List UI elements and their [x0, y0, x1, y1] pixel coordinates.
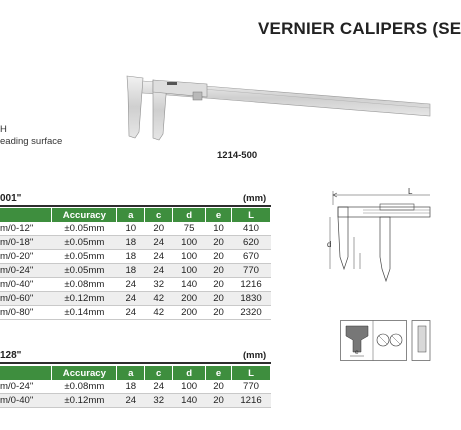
cell-c: 24: [145, 264, 173, 278]
unit-label: (mm): [243, 193, 267, 204]
col-header-range: [0, 208, 52, 222]
cell-l: 1830: [232, 292, 271, 306]
cell-l: 670: [232, 250, 271, 264]
cell-e: 20: [206, 380, 232, 394]
cell-a: 24: [117, 278, 145, 292]
cell-l: 620: [232, 236, 271, 250]
cell-a: 24: [117, 394, 145, 408]
dimension-drawing: [318, 185, 430, 295]
table-row: [0, 380, 271, 394]
cell-c: 42: [145, 306, 173, 320]
cell-e: 10: [206, 222, 232, 236]
cell-d: 140: [173, 394, 206, 408]
cell-d: 200: [173, 306, 206, 320]
cell-range: m/0-60": [0, 292, 52, 306]
section-rule: [0, 362, 271, 364]
col-header-l: L: [232, 366, 271, 380]
col-header-range: [0, 366, 52, 380]
cell-a: 18: [117, 380, 145, 394]
spec-table-1: [0, 208, 271, 320]
section-drawing: [340, 320, 430, 365]
table-row: [0, 222, 271, 236]
table-row: [0, 278, 271, 292]
cell-a: 18: [117, 250, 145, 264]
cell-a: 24: [117, 292, 145, 306]
section-title: 128": [0, 350, 22, 361]
cell-l: 770: [232, 380, 271, 394]
cell-e: 20: [206, 292, 232, 306]
col-header-d: d: [173, 208, 206, 222]
cell-range: m/0-18": [0, 236, 52, 250]
col-header-e: e: [206, 208, 232, 222]
feature-item: H: [0, 124, 7, 135]
cell-c: 24: [145, 236, 173, 250]
cell-c: 24: [145, 380, 173, 394]
table-row: [0, 264, 271, 278]
cell-a: 24: [117, 306, 145, 320]
col-header-a: a: [117, 366, 145, 380]
page-title: VERNIER CALIPERS (SE: [258, 19, 461, 38]
cell-d: 100: [173, 380, 206, 394]
table-row: [0, 236, 271, 250]
cell-c: 32: [145, 394, 173, 408]
dim-label-d: d: [327, 240, 332, 249]
cell-range: m/0-40": [0, 394, 52, 408]
cell-e: 20: [206, 394, 232, 408]
table-row: [0, 250, 271, 264]
dim-label-l: L: [408, 187, 413, 196]
cell-accuracy: ±0.05mm: [52, 222, 117, 236]
cell-e: 20: [206, 250, 232, 264]
cell-accuracy: ±0.12mm: [52, 394, 117, 408]
table-row: [0, 306, 271, 320]
cell-a: 18: [117, 264, 145, 278]
cell-d: 100: [173, 250, 206, 264]
cell-e: 20: [206, 236, 232, 250]
cell-accuracy: ±0.05mm: [52, 236, 117, 250]
cell-range: m/0-12": [0, 222, 52, 236]
cell-l: 1216: [232, 278, 271, 292]
section-rule: [0, 205, 271, 207]
cell-c: 42: [145, 292, 173, 306]
col-header-accuracy: Accuracy: [52, 366, 117, 380]
cell-accuracy: ±0.05mm: [52, 264, 117, 278]
cell-e: 20: [206, 306, 232, 320]
cell-l: 2320: [232, 306, 271, 320]
cell-c: 20: [145, 222, 173, 236]
cell-accuracy: ±0.05mm: [52, 250, 117, 264]
cell-d: 100: [173, 264, 206, 278]
cell-l: 410: [232, 222, 271, 236]
cell-l: 770: [232, 264, 271, 278]
feature-item: eading surface: [0, 136, 63, 147]
cell-range: m/0-24": [0, 380, 52, 394]
cell-e: 20: [206, 264, 232, 278]
col-header-a: a: [117, 208, 145, 222]
cell-d: 200: [173, 292, 206, 306]
cell-e: 20: [206, 278, 232, 292]
model-number: 1214-500: [217, 150, 258, 161]
cell-c: 24: [145, 250, 173, 264]
section-title: 001": [0, 193, 22, 204]
cell-range: m/0-24": [0, 264, 52, 278]
col-header-e: e: [206, 366, 232, 380]
cell-d: 100: [173, 236, 206, 250]
dim-label-e: e: [355, 349, 359, 356]
caliper-photo: [95, 70, 430, 145]
spec-table-2: [0, 366, 271, 408]
cell-l: 1216: [232, 394, 271, 408]
col-header-d: d: [173, 366, 206, 380]
cell-a: 18: [117, 236, 145, 250]
table-row: [0, 394, 271, 408]
col-header-l: L: [232, 208, 271, 222]
table-row: [0, 292, 271, 306]
cell-range: m/0-80": [0, 306, 52, 320]
cell-d: 140: [173, 278, 206, 292]
col-header-c: c: [145, 208, 173, 222]
cell-accuracy: ±0.08mm: [52, 278, 117, 292]
col-header-c: c: [145, 366, 173, 380]
col-header-accuracy: Accuracy: [52, 208, 117, 222]
cell-accuracy: ±0.12mm: [52, 292, 117, 306]
cell-c: 32: [145, 278, 173, 292]
cell-a: 10: [117, 222, 145, 236]
cell-accuracy: ±0.08mm: [52, 380, 117, 394]
cell-range: m/0-20": [0, 250, 52, 264]
cell-range: m/0-40": [0, 278, 52, 292]
unit-label: (mm): [243, 350, 267, 361]
cell-accuracy: ±0.14mm: [52, 306, 117, 320]
cell-d: 75: [173, 222, 206, 236]
